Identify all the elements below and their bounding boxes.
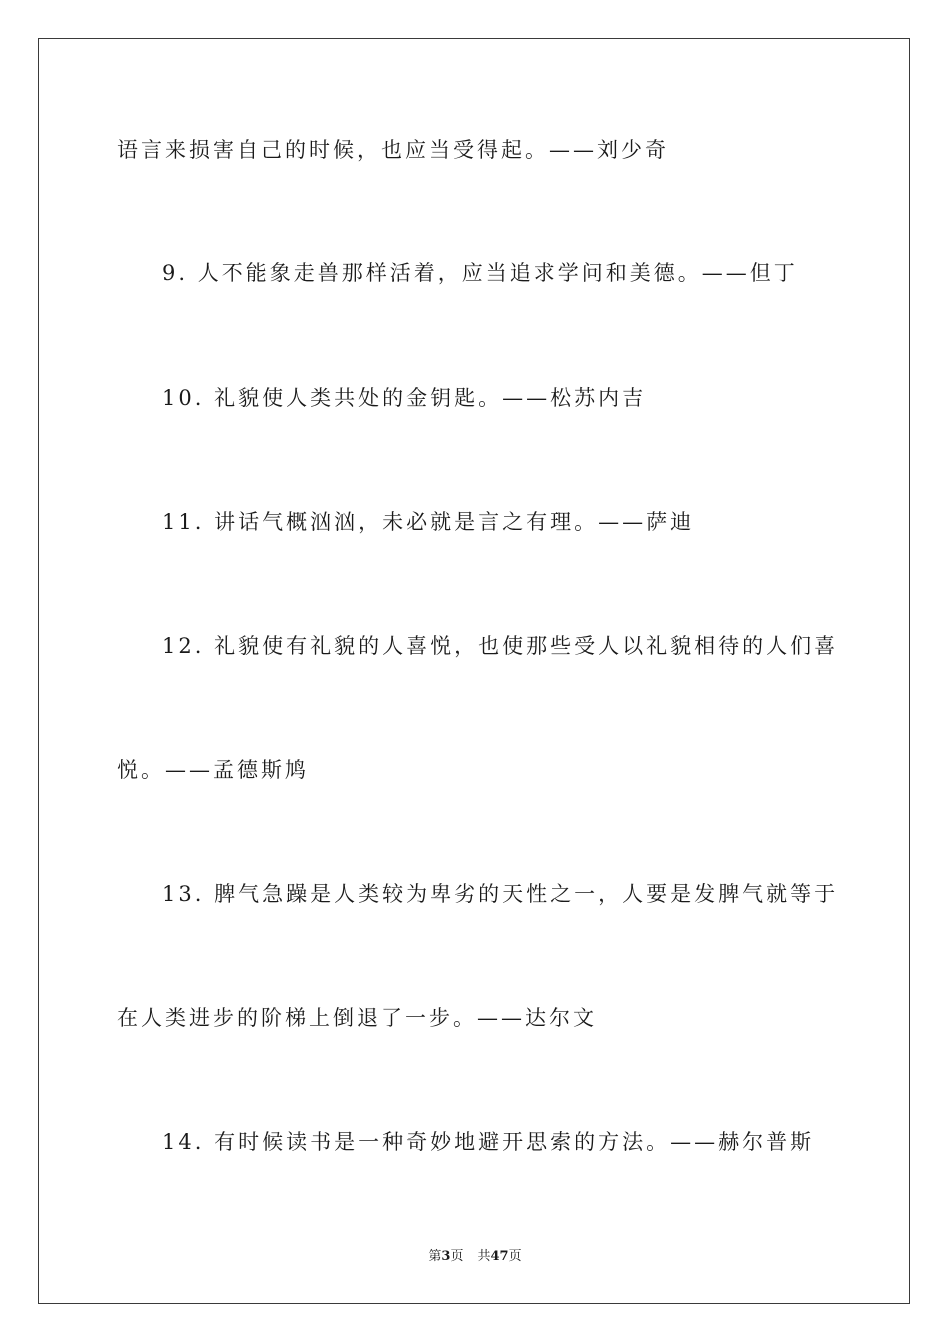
footer-total-pages: 47	[490, 1249, 509, 1264]
text-line-2: 9. 人不能象走兽那样活着，应当追求学问和美德。——但丁	[162, 261, 798, 285]
text-line-4: 11. 讲话气概汹汹，未必就是言之有理。——萨迪	[162, 510, 695, 534]
text-line-1: 语言来损害自己的时候，也应当受得起。——刘少奇	[117, 138, 669, 162]
text-line-8: 在人类进步的阶梯上倒退了一步。——达尔文	[117, 1006, 597, 1030]
text-line-7: 13. 脾气急躁是人类较为卑劣的天性之一，人要是发脾气就等于	[162, 882, 839, 906]
footer-prefix: 第	[428, 1249, 442, 1264]
text-line-5: 12. 礼貌使有礼貌的人喜悦，也使那些受人以礼貌相待的人们喜	[162, 634, 839, 658]
page-footer	[0, 1248, 950, 1266]
text-line-6: 悦。——孟德斯鸠	[117, 758, 309, 782]
footer-page-number: 3	[441, 1249, 451, 1264]
footer-total-prefix: 共	[477, 1249, 491, 1264]
footer-page-suffix: 页	[450, 1249, 464, 1264]
text-line-3: 10. 礼貌使人类共处的金钥匙。——松苏内吉	[162, 386, 647, 410]
text-line-9: 14. 有时候读书是一种奇妙地避开思索的方法。——赫尔普斯	[162, 1130, 815, 1154]
page-border	[38, 38, 910, 1304]
footer-total-suffix: 页	[508, 1249, 522, 1264]
